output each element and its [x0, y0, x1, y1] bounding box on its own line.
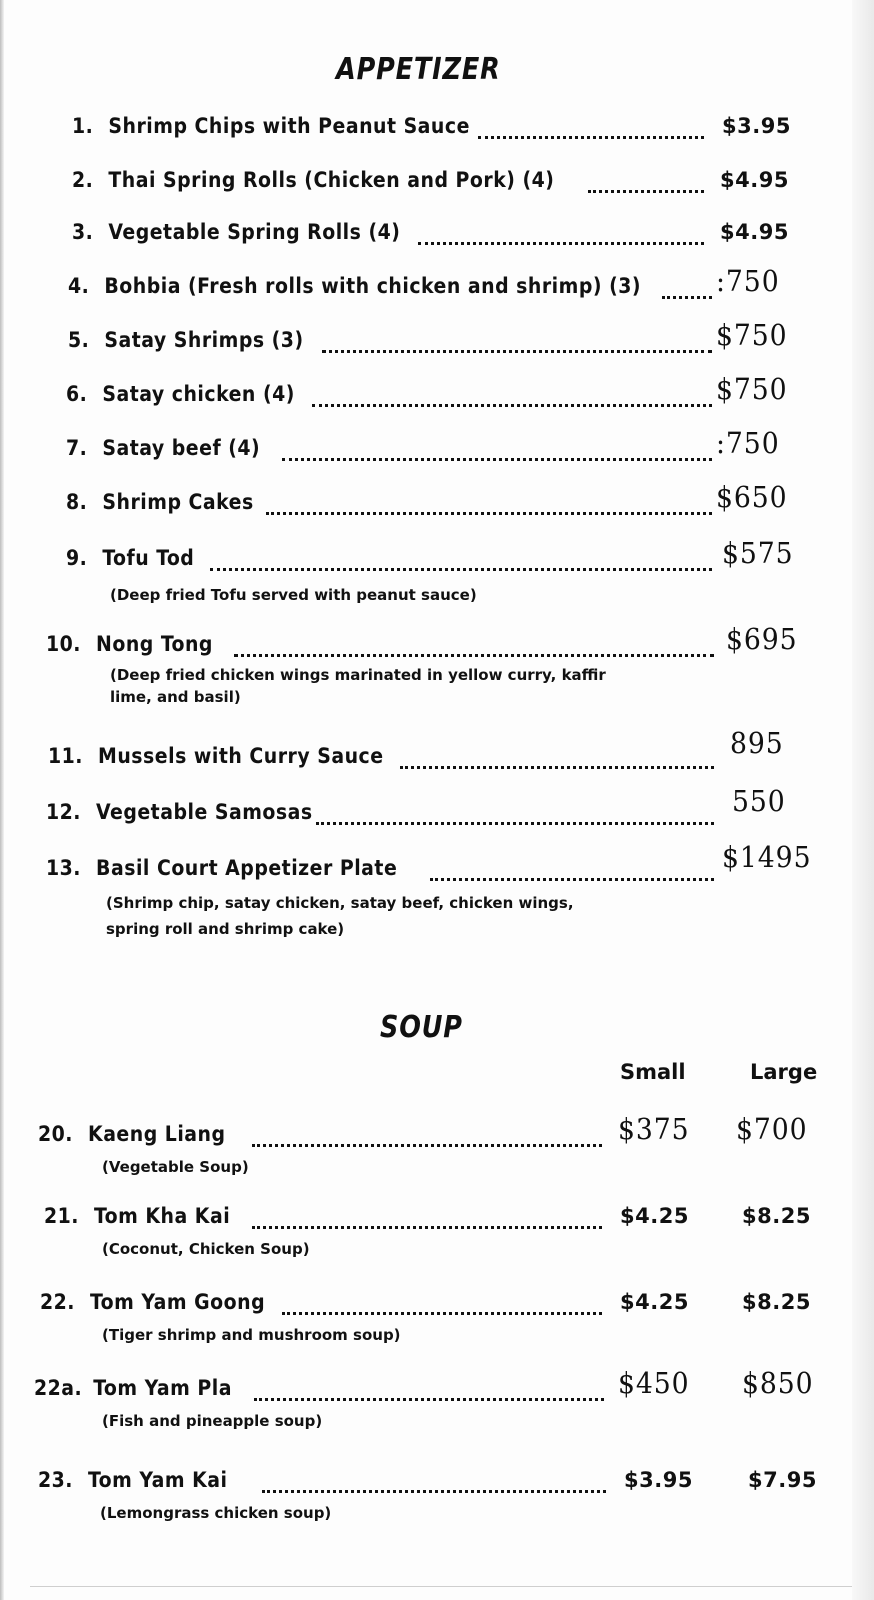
item-number: 22a. [34, 1376, 83, 1400]
item-price: $695 [726, 622, 798, 656]
item-price: $750 [716, 318, 788, 352]
item-name: Basil Court Appetizer Plate [96, 856, 398, 880]
item-number: 22. [40, 1290, 75, 1314]
item-price: 550 [732, 784, 786, 818]
menu-item [66, 546, 194, 570]
menu-item [48, 744, 384, 768]
item-number: 20. [38, 1122, 73, 1146]
item-number: 3. [72, 220, 94, 244]
item-price: :750 [716, 264, 780, 298]
item-price-small: $4.25 [620, 1204, 689, 1228]
item-description: (Deep fried Tofu served with peanut sauce) [110, 586, 477, 604]
item-description: lime, and basil) [110, 688, 241, 706]
column-header-large: Large [750, 1060, 818, 1084]
item-name: Tom Yam Goong [90, 1290, 266, 1314]
scan-left-edge [0, 0, 4, 1600]
item-description: (Fish and pineapple soup) [102, 1412, 323, 1430]
menu-item [72, 168, 554, 192]
item-name: Tom Yam Kai [88, 1468, 228, 1492]
menu-item [68, 328, 304, 352]
item-number: 10. [46, 632, 81, 656]
item-number: 6. [66, 382, 88, 406]
item-number: 7. [66, 436, 88, 460]
dot-leader [400, 766, 714, 769]
item-price: $1495 [722, 840, 812, 874]
item-name: Tom Yam Pla [93, 1376, 232, 1400]
item-price: $3.95 [722, 114, 791, 138]
menu-item [66, 490, 254, 514]
dot-leader [252, 1144, 602, 1147]
menu-item [40, 1290, 265, 1314]
item-description: (Coconut, Chicken Soup) [102, 1240, 310, 1258]
item-number: 12. [46, 800, 81, 824]
item-description: (Deep fried chicken wings marinated in yellow curry, kaffir [110, 666, 606, 684]
item-name: Bohbia (Fresh rolls with chicken and shrimp) (3) [104, 274, 641, 298]
dot-leader [210, 568, 712, 571]
item-price-small: $4.25 [620, 1290, 689, 1314]
item-price: 895 [730, 726, 784, 760]
item-number: 4. [68, 274, 90, 298]
dot-leader [478, 136, 704, 139]
dot-leader [430, 878, 714, 881]
scan-right-edge [852, 0, 874, 1600]
menu-item [44, 1204, 230, 1228]
dot-leader [588, 190, 704, 193]
item-price-large: $8.25 [742, 1290, 811, 1314]
item-number: 21. [44, 1204, 79, 1228]
item-number: 13. [46, 856, 81, 880]
menu-item [38, 1122, 226, 1146]
item-description: spring roll and shrimp cake) [106, 920, 345, 938]
item-number: 8. [66, 490, 88, 514]
item-name: Tofu Tod [102, 546, 195, 570]
dot-leader [282, 458, 712, 461]
item-price-large: $850 [742, 1366, 814, 1400]
menu-item [34, 1376, 232, 1400]
dot-leader [316, 822, 714, 825]
item-name: Satay chicken (4) [102, 382, 295, 406]
item-name: Tom Kha Kai [94, 1204, 231, 1228]
item-name: Satay Shrimps (3) [104, 328, 304, 352]
item-name: Mussels with Curry Sauce [98, 744, 384, 768]
item-name: Nong Tong [96, 632, 213, 656]
dot-leader [262, 1490, 606, 1493]
item-number: 2. [72, 168, 94, 192]
dot-leader [322, 350, 712, 353]
dot-leader [234, 654, 714, 657]
menu-item [46, 632, 213, 656]
menu-item [46, 800, 313, 824]
soup-title: SOUP [380, 1010, 463, 1045]
item-price-small: $375 [618, 1112, 690, 1146]
item-price-small: $3.95 [624, 1468, 693, 1492]
item-price: $750 [716, 372, 788, 406]
item-name: Thai Spring Rolls (Chicken and Pork) (4) [108, 168, 555, 192]
dot-leader [282, 1312, 602, 1315]
dot-leader [662, 296, 712, 299]
menu-item [72, 220, 400, 244]
item-price-large: $8.25 [742, 1204, 811, 1228]
item-name: Vegetable Samosas [96, 800, 313, 824]
menu-item [68, 274, 641, 298]
item-number: 9. [66, 546, 88, 570]
appetizer-title: APPETIZER [336, 52, 501, 87]
item-price: $575 [722, 536, 794, 570]
menu-item [72, 114, 470, 138]
menu-item [46, 856, 397, 880]
dot-leader [252, 1226, 602, 1229]
dot-leader [254, 1398, 604, 1401]
menu-item [66, 382, 295, 406]
item-name: Shrimp Cakes [102, 490, 254, 514]
item-description: (Lemongrass chicken soup) [100, 1504, 332, 1522]
menu-item [38, 1468, 228, 1492]
item-number: 23. [38, 1468, 73, 1492]
item-name: Shrimp Chips with Peanut Sauce [108, 114, 470, 138]
item-description: (Tiger shrimp and mushroom soup) [102, 1326, 401, 1344]
dot-leader [266, 512, 712, 515]
dot-leader [418, 242, 704, 245]
item-name: Vegetable Spring Rolls (4) [108, 220, 401, 244]
item-price-large: $7.95 [748, 1468, 817, 1492]
item-price: $650 [716, 480, 788, 514]
item-description: (Shrimp chip, satay chicken, satay beef, chicken wings, [106, 894, 574, 912]
dot-leader [312, 404, 712, 407]
column-header-small: Small [620, 1060, 686, 1084]
item-number: 1. [72, 114, 94, 138]
item-price: $4.95 [720, 220, 789, 244]
item-price-small: $450 [618, 1366, 690, 1400]
item-price: $4.95 [720, 168, 789, 192]
item-description: (Vegetable Soup) [102, 1158, 249, 1176]
item-number: 11. [48, 744, 83, 768]
item-price: :750 [716, 426, 780, 460]
item-price-large: $700 [736, 1112, 808, 1146]
item-number: 5. [68, 328, 90, 352]
menu-item [66, 436, 260, 460]
bottom-divider [30, 1586, 852, 1587]
item-name: Kaeng Liang [88, 1122, 226, 1146]
item-name: Satay beef (4) [102, 436, 261, 460]
